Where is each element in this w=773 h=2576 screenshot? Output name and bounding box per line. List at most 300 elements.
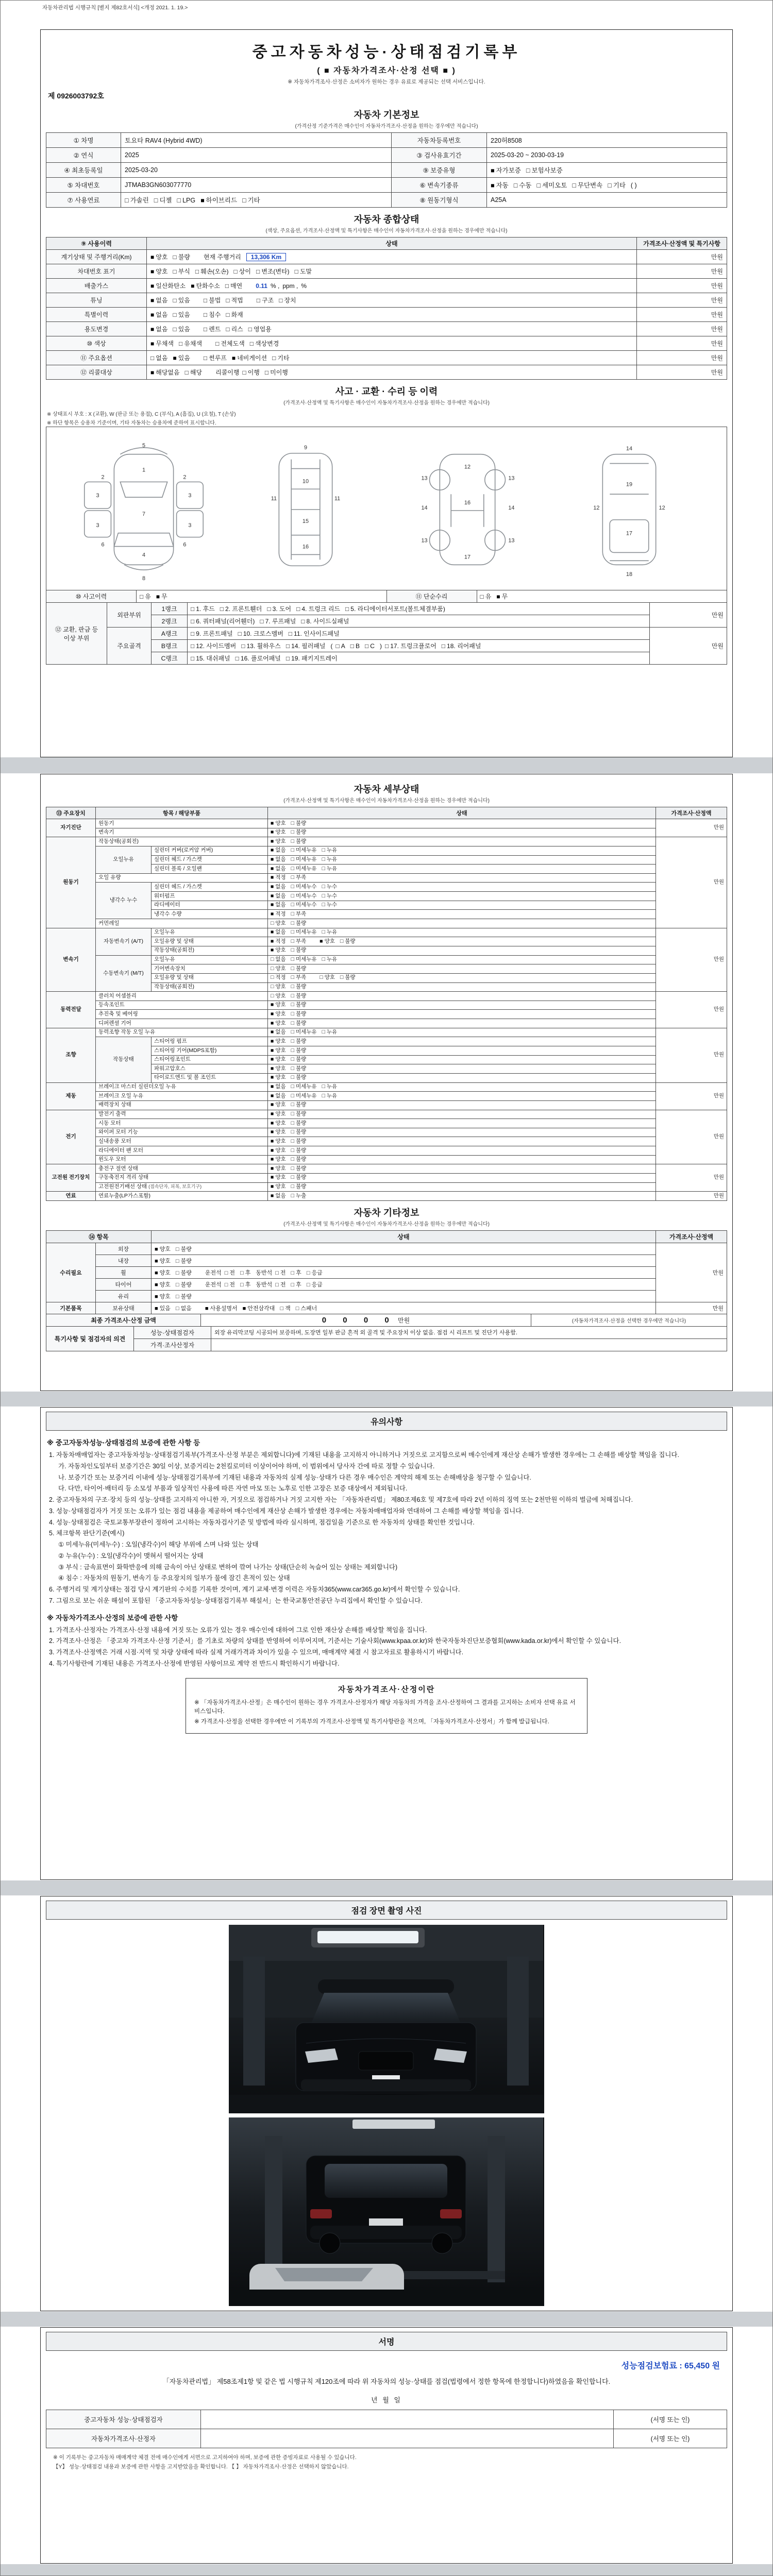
- checkbox-option[interactable]: □ 누수: [322, 883, 338, 890]
- field-label: 자동차등록번호: [392, 133, 487, 148]
- checkbox-option[interactable]: ■ 없음: [271, 856, 286, 863]
- checkbox-option[interactable]: □ 화재: [226, 311, 243, 318]
- checkbox-option[interactable]: ■ 네비게이션: [231, 354, 267, 362]
- checkbox-option[interactable]: ■ 양호: [271, 1111, 286, 1117]
- state-text: % ,: [270, 282, 280, 290]
- checkbox-option[interactable]: □ 불량: [291, 1002, 307, 1008]
- checkbox-option[interactable]: □ 이행: [242, 369, 260, 376]
- checkbox-option[interactable]: ■ 없음: [150, 311, 168, 318]
- remarks-table: [46, 1326, 727, 1351]
- item-label: 고전원전기배선 상태 (접속단자, 피복, 보호기구): [96, 1182, 268, 1192]
- checkbox-option[interactable]: □ 불량: [291, 1129, 307, 1136]
- checkbox-option[interactable]: □ 없음: [150, 354, 168, 362]
- item-label: 스티어링조인트: [152, 1055, 268, 1064]
- svg-text:11: 11: [271, 496, 277, 502]
- checkbox-option[interactable]: ■ 일산화탄소: [150, 282, 186, 290]
- checkbox-option[interactable]: □ 불량: [291, 1138, 307, 1144]
- state-cell: [268, 865, 656, 874]
- checkbox-icon: ■: [150, 340, 155, 347]
- checkbox-option[interactable]: □ 불량: [175, 1258, 192, 1264]
- checkbox-option[interactable]: □ 미세누유: [291, 1083, 317, 1090]
- checkbox-option[interactable]: □ 19. 패키지트레이: [285, 655, 338, 662]
- checkbox-option[interactable]: □ 불량: [291, 1183, 307, 1190]
- checkbox-option[interactable]: □ 유: [140, 593, 151, 600]
- checkbox-option[interactable]: ■ 양호: [271, 947, 286, 954]
- checkbox-option[interactable]: □ 불량: [291, 1074, 307, 1081]
- usage-history-label: 차대번호 표기: [46, 264, 147, 279]
- checkbox-option[interactable]: □ 불량: [340, 938, 356, 944]
- checkbox-option[interactable]: □ 상이: [233, 268, 251, 275]
- checkbox-option[interactable]: □ 있음: [173, 326, 190, 333]
- checkbox-option[interactable]: □ 2. 프론트휀더: [220, 605, 262, 613]
- checkbox-option[interactable]: □ 불량: [291, 992, 307, 999]
- checkbox-option[interactable]: □ 누유: [322, 847, 338, 854]
- checkbox-option[interactable]: □ 불량: [291, 1156, 307, 1163]
- checkbox-option[interactable]: ■ 양호: [271, 1074, 286, 1081]
- checkbox-option[interactable]: ■ 없음: [271, 902, 286, 908]
- checkbox-option[interactable]: □ 없음: [271, 956, 286, 963]
- checkbox-icon: □: [291, 1092, 294, 1099]
- checkbox-option[interactable]: □ 미세누수: [291, 883, 317, 890]
- state-cell: [147, 264, 637, 279]
- checkbox-option[interactable]: ■ 안전삼각대: [242, 1305, 275, 1312]
- checkbox-option[interactable]: □ 7. 루프패널: [260, 618, 296, 625]
- comprehensive-table: [46, 237, 727, 380]
- notice-item: ② 누유(누수) : 오일(냉각수)이 맺혀서 떨어지는 상태: [58, 1552, 204, 1560]
- checkbox-option[interactable]: □ 18. 리어패널: [441, 642, 481, 650]
- checkbox-option[interactable]: ■ 양호: [271, 1147, 286, 1154]
- checkbox-option[interactable]: ■ 무채색: [150, 340, 174, 347]
- checkbox-option[interactable]: □ 잭: [280, 1305, 291, 1312]
- checkbox-option[interactable]: □ 불량: [291, 920, 307, 926]
- device-label: 동력전달: [46, 992, 96, 1028]
- detail-row: [46, 828, 727, 837]
- checkbox-icon: □: [306, 1281, 310, 1288]
- checkbox-icon: □: [191, 655, 195, 662]
- price-cell: 만원: [637, 322, 727, 336]
- checkbox-option[interactable]: □ 부족: [291, 874, 307, 881]
- checkbox-option[interactable]: ■ 없음: [271, 1192, 286, 1199]
- checkbox-option[interactable]: ■ 없음: [271, 1092, 286, 1099]
- checkbox-option[interactable]: ■ 있음: [173, 354, 190, 362]
- checkbox-option[interactable]: □ LPG: [177, 197, 196, 204]
- checkbox-option[interactable]: □ 유채색: [179, 340, 203, 347]
- checkbox-option[interactable]: □ 12. 사이드멤버: [191, 642, 237, 650]
- item-label: 타이어: [96, 1278, 152, 1290]
- checkbox-icon: ■: [231, 354, 236, 362]
- checkbox-option[interactable]: □ 불량: [291, 1174, 307, 1181]
- checkbox-option[interactable]: □ 불량: [173, 253, 190, 261]
- checkbox-option[interactable]: ■ 자가보증: [491, 167, 521, 174]
- rank-label: 2랭크: [152, 615, 188, 628]
- checkbox-option[interactable]: □ 보험사보증: [526, 167, 563, 174]
- checkbox-option[interactable]: ■ 무: [496, 593, 508, 600]
- checkbox-option[interactable]: □ 불량: [291, 829, 307, 836]
- checkbox-option[interactable]: □ 스패너: [295, 1305, 317, 1312]
- checkbox-icon: □: [191, 618, 195, 625]
- detail-title: 자동차 세부상태: [354, 784, 419, 794]
- checkbox-option[interactable]: □ 수동: [513, 182, 532, 189]
- checkbox-option[interactable]: □ 장치: [279, 297, 296, 304]
- checkbox-icon: □: [260, 618, 264, 625]
- item-label: 배력장치 상태: [96, 1100, 268, 1110]
- detail-row: [46, 846, 727, 855]
- svg-text:2: 2: [101, 474, 105, 481]
- checkbox-option[interactable]: □ 불량: [291, 820, 307, 826]
- checkbox-option[interactable]: ■ 양호: [150, 253, 168, 261]
- checkbox-option[interactable]: □ 적법: [226, 297, 243, 304]
- checkbox-option[interactable]: □ 양호: [271, 992, 286, 999]
- state-cell: [268, 1055, 656, 1064]
- checkbox-option[interactable]: □ 세미오토: [536, 182, 567, 189]
- checkbox-option[interactable]: □ 10. 크로스멤버: [238, 630, 283, 637]
- checkbox-option[interactable]: □ 11. 인사이드패널: [288, 630, 340, 637]
- checkbox-option[interactable]: □ 전: [275, 1269, 286, 1276]
- appraiser-signature-space[interactable]: [201, 2429, 614, 2448]
- price-cell: 만원: [656, 1028, 727, 1082]
- checkbox-icon: ■: [271, 1138, 274, 1144]
- item-label: 추진축 및 베어링: [96, 1010, 268, 1019]
- checkbox-option[interactable]: □ 미세누유: [291, 956, 317, 963]
- checkbox-icon: ■: [271, 883, 274, 890]
- checkbox-option[interactable]: □ 전: [224, 1281, 236, 1288]
- checkbox-icon: □: [291, 1002, 294, 1008]
- checkbox-option[interactable]: □ 불량: [175, 1281, 192, 1288]
- car-diagram-exterior-panels: [67, 432, 221, 587]
- inspector-signature-stamp[interactable]: (서명 또는 인): [614, 2410, 727, 2429]
- checkbox-icon: □: [291, 902, 294, 908]
- checkbox-option[interactable]: □ 불량: [291, 1047, 307, 1054]
- checkbox-option[interactable]: ■ 양호: [155, 1269, 171, 1276]
- checkbox-option[interactable]: ■ 양호: [271, 1038, 286, 1044]
- checkbox-option[interactable]: ■ 양호: [155, 1281, 171, 1288]
- checkbox-option[interactable]: ■ 양호: [155, 1293, 171, 1300]
- checkbox-option[interactable]: ■ 양호: [271, 1120, 286, 1126]
- checkbox-option[interactable]: ■ 무: [156, 593, 167, 600]
- detail-row: [46, 1037, 727, 1046]
- checkbox-icon: ■: [271, 1065, 274, 1072]
- state-cell: [268, 1128, 656, 1137]
- checkbox-icon: □: [285, 642, 290, 650]
- checkbox-option[interactable]: □ 전: [275, 1281, 286, 1288]
- checkbox-option[interactable]: □ 불량: [291, 1020, 307, 1026]
- state-text: (: [330, 642, 333, 650]
- price-cell: 만원: [637, 293, 727, 308]
- checkbox-option[interactable]: □ 불량: [291, 1056, 307, 1063]
- checkbox-option[interactable]: ■ 양호: [271, 1156, 286, 1163]
- checkbox-option[interactable]: □ 17. 트렁크플로어: [384, 642, 436, 650]
- checkbox-option[interactable]: □ 응급: [306, 1269, 323, 1276]
- checkbox-icon: ■: [271, 1074, 274, 1081]
- usage-history-label: ⑫ 리콜대상: [46, 365, 147, 380]
- checkbox-option[interactable]: ■ 없음: [271, 1029, 286, 1036]
- price-survey-definition-box: [186, 1678, 587, 1734]
- checkbox-option[interactable]: □ 미이행: [264, 369, 288, 376]
- checkbox-option[interactable]: □ C: [365, 642, 375, 650]
- checkbox-option[interactable]: □ 렌트: [203, 326, 221, 333]
- checkbox-icon: □: [240, 1281, 244, 1288]
- checkbox-option[interactable]: □ 미세누유: [291, 856, 317, 863]
- checkbox-option[interactable]: ■ 없음: [150, 297, 168, 304]
- field-label: ⑤ 차대번호: [46, 178, 121, 193]
- car-diagram-underbody: [391, 432, 544, 587]
- checkbox-option[interactable]: □ 누수: [322, 892, 338, 899]
- checkbox-option[interactable]: □ 누수: [322, 902, 338, 908]
- checkbox-option[interactable]: □ 불량: [175, 1246, 192, 1252]
- checkbox-option[interactable]: □ B: [350, 642, 360, 650]
- checkbox-icon: ■: [496, 593, 500, 600]
- checkbox-option[interactable]: □ 부족: [291, 974, 307, 981]
- checkbox-option[interactable]: □ 누유: [322, 1029, 338, 1036]
- checkbox-option[interactable]: □ 디젤: [154, 197, 172, 204]
- page-subtitle: ( ■ 자동차가격조사·산정 선택 ■ ): [317, 66, 456, 75]
- checkbox-option[interactable]: ■ 양호: [271, 838, 286, 844]
- checkbox-option[interactable]: ■ 없음: [271, 865, 286, 872]
- checkbox-option[interactable]: □ 불량: [175, 1269, 192, 1276]
- checkbox-option[interactable]: □ 양호: [271, 965, 286, 972]
- checkbox-icon: □: [340, 938, 344, 944]
- checkbox-icon: □: [291, 956, 294, 963]
- checkbox-option[interactable]: □ 후: [240, 1281, 251, 1288]
- checkbox-option[interactable]: □ 기타: [608, 182, 626, 189]
- checkbox-option[interactable]: □ 양호: [271, 920, 286, 926]
- checkbox-option[interactable]: □ 변조(변타): [256, 268, 290, 275]
- checkbox-option[interactable]: □ 5. 라디에이터서포트(볼트체결부품): [345, 605, 445, 613]
- checkbox-option[interactable]: □ 불량: [291, 838, 307, 844]
- checkbox-option[interactable]: □ 4. 트렁크 리드: [296, 605, 341, 613]
- checkbox-option[interactable]: □ 구조: [256, 297, 274, 304]
- checkbox-option[interactable]: □ 불량: [291, 1111, 307, 1117]
- checkbox-option[interactable]: □ 14. 필러패널: [285, 642, 326, 650]
- panel-items: [188, 615, 650, 628]
- checkbox-option[interactable]: ■ 양호: [271, 1129, 286, 1136]
- state-cell: [268, 819, 656, 828]
- checkbox-icon: ■: [271, 1129, 274, 1136]
- item-group-label: 냉각수 누수: [96, 883, 152, 919]
- checkbox-option[interactable]: □ 불법: [203, 297, 221, 304]
- checkbox-option[interactable]: □ 6. 쿼터패널(리어휀더): [191, 618, 255, 625]
- checkbox-icon: □: [249, 340, 254, 347]
- checkbox-icon: ■: [150, 268, 155, 275]
- checkbox-option[interactable]: ■ 없음: [150, 326, 168, 333]
- comprehensive-row: [46, 279, 727, 293]
- checkbox-option[interactable]: □ 도말: [294, 268, 312, 275]
- checkbox-option[interactable]: ■ 양호: [271, 1056, 286, 1063]
- checkbox-option[interactable]: ■ 없음: [271, 892, 286, 899]
- checkbox-option[interactable]: ■ 양호: [271, 1101, 286, 1108]
- checkbox-option[interactable]: □ 누유: [322, 1092, 338, 1099]
- checkbox-icon: □: [365, 642, 369, 650]
- usage-history-label: ⑪ 주요옵션: [46, 351, 147, 365]
- checkbox-option[interactable]: ■ 해당없음: [150, 369, 180, 376]
- checkbox-icon: ■: [271, 820, 274, 826]
- field-value: [487, 148, 727, 163]
- checkbox-option[interactable]: □ 부족: [291, 910, 307, 917]
- checkbox-option[interactable]: □ 후: [240, 1269, 251, 1276]
- checkbox-option[interactable]: ■ 양호: [271, 1138, 286, 1144]
- checkbox-option[interactable]: □ 불량: [291, 965, 307, 972]
- checkbox-option[interactable]: □ 영업용: [248, 326, 272, 333]
- checkbox-option[interactable]: □ 3. 도어: [267, 605, 292, 613]
- checkbox-option[interactable]: □ 해당: [184, 369, 203, 376]
- checkbox-option[interactable]: ■ 양호: [271, 820, 286, 826]
- checkbox-option[interactable]: ■ 없음: [271, 929, 286, 936]
- checkbox-option[interactable]: ■ 있음: [155, 1305, 171, 1312]
- checkbox-option[interactable]: □ 15. 대쉬패널: [191, 655, 230, 662]
- checkbox-option[interactable]: □ 후: [291, 1281, 301, 1288]
- checkbox-option[interactable]: ■ 양호: [271, 829, 286, 836]
- inspector-signature-space[interactable]: [201, 2410, 614, 2429]
- checkbox-option[interactable]: ■ 양호: [271, 1002, 286, 1008]
- checkbox-option[interactable]: ■ 양호: [150, 268, 168, 275]
- checkbox-option[interactable]: □ 미세누유: [291, 929, 317, 936]
- checkbox-option[interactable]: □ 부족: [291, 938, 307, 944]
- checkbox-option[interactable]: □ 불량: [291, 1065, 307, 1072]
- checkbox-option[interactable]: □ 누출: [291, 1192, 307, 1199]
- device-label: 자기진단: [46, 819, 96, 837]
- checkbox-option[interactable]: ■ 하이브리드: [200, 197, 238, 204]
- checkbox-option[interactable]: □ 기타: [272, 354, 290, 362]
- checkbox-option[interactable]: □ 불량: [291, 984, 307, 990]
- notice-item: 1. 자동차매매업자는 중고자동차성능·상태점검기록부(가격조사·산정 부분은 제외합니다)에 기재된 내용을 고지하지 아니하거나 거짓으로 고지함으로써 매수인에게 재산상 손해가 발생한 경우에는 그 손해를 배상할 책임을 집니다.: [49, 1451, 679, 1459]
- checkbox-icon: ■: [271, 902, 274, 908]
- checkbox-icon: □: [291, 856, 294, 863]
- detail-header: ⑬ 주요장치 항목 / 해당부품 상태 가격조사·산정액: [46, 807, 727, 819]
- price-survey-box-title: 자동차가격조사·산정이란: [338, 1685, 435, 1694]
- checkbox-option[interactable]: □ 미세누유: [291, 1029, 317, 1036]
- checkbox-option[interactable]: □ 매연: [225, 282, 243, 290]
- state-cell: [268, 846, 656, 855]
- field-label: ① 차명: [46, 133, 121, 148]
- checkbox-option[interactable]: □ 전체도색: [215, 340, 245, 347]
- checkbox-option[interactable]: □ 누유: [322, 956, 338, 963]
- checkbox-option[interactable]: □ 누유: [322, 929, 338, 936]
- checkbox-option[interactable]: □ 불량: [291, 1038, 307, 1044]
- checkbox-option[interactable]: ■ 양호: [271, 1183, 286, 1190]
- checkbox-icon: □: [322, 1083, 325, 1090]
- checkbox-option[interactable]: □ 유: [480, 593, 492, 600]
- checkbox-option[interactable]: ■ 자동: [491, 182, 509, 189]
- checkbox-option[interactable]: ■ 탄화수소: [191, 282, 220, 290]
- checkbox-option[interactable]: □ 9. 프론트패널: [191, 630, 233, 637]
- checkbox-option[interactable]: □ 미세누수: [291, 892, 317, 899]
- checkbox-option[interactable]: □ 침수: [203, 311, 221, 318]
- checkbox-option[interactable]: □ 미세누유: [291, 865, 317, 872]
- checkbox-option[interactable]: □ 불량: [175, 1293, 192, 1300]
- checkbox-option[interactable]: □ 불량: [291, 1120, 307, 1126]
- car-damage-diagrams: [46, 427, 727, 590]
- checkbox-option[interactable]: □ 불량: [291, 1101, 307, 1108]
- checkbox-option[interactable]: □ 누유: [322, 1083, 338, 1090]
- checkbox-option[interactable]: ■ 사용설명서: [205, 1305, 238, 1312]
- checkbox-option[interactable]: □ 무단변속: [572, 182, 603, 189]
- item-label: 동력조향 작동 오일 누유: [96, 1028, 268, 1037]
- checkbox-option[interactable]: □ 훼손(오손): [195, 268, 229, 275]
- checkbox-icon: □: [191, 605, 195, 613]
- svg-text:7: 7: [142, 511, 146, 517]
- checkbox-option[interactable]: □ 미세누유: [291, 1092, 317, 1099]
- checkbox-option[interactable]: □ 있음: [173, 311, 190, 318]
- checkbox-option[interactable]: □ 있음: [173, 297, 190, 304]
- checkbox-option[interactable]: □ 누유: [322, 856, 338, 863]
- checkbox-icon: ■: [271, 1020, 274, 1026]
- checkbox-option[interactable]: □ A: [335, 642, 345, 650]
- svg-text:14: 14: [421, 505, 428, 511]
- checkbox-option[interactable]: ■ 양호: [271, 1065, 286, 1072]
- panel-items: [188, 603, 650, 615]
- checkbox-option[interactable]: ■ 양호: [271, 1047, 286, 1054]
- checkbox-icon: ■: [271, 1120, 274, 1126]
- checkbox-option[interactable]: □ 16. 플로어패널: [235, 655, 281, 662]
- checkbox-icon: ■: [271, 1038, 274, 1044]
- state-cell: [268, 1073, 656, 1082]
- checkbox-option[interactable]: ■ 적정: [271, 910, 286, 917]
- checkbox-option[interactable]: □ 응급: [306, 1281, 323, 1288]
- checkbox-option[interactable]: ■ 없음: [271, 847, 286, 854]
- state-cell: [268, 919, 656, 928]
- state-cell: [268, 937, 656, 946]
- checkbox-option[interactable]: □ 불량: [291, 947, 307, 954]
- appraiser-signature-stamp[interactable]: (서명 또는 인): [614, 2429, 727, 2448]
- checkbox-option[interactable]: ■ 양호: [271, 1165, 286, 1172]
- checkbox-option[interactable]: □ 불량: [340, 974, 356, 981]
- checkbox-icon: □: [296, 605, 300, 613]
- checkbox-option[interactable]: ■ 없음: [271, 1083, 286, 1090]
- checkbox-option[interactable]: □ 미세누수: [291, 902, 317, 908]
- checkbox-option[interactable]: □ 전: [224, 1269, 236, 1276]
- checkbox-icon: ■: [320, 938, 323, 944]
- checkbox-option[interactable]: □ 리스: [226, 326, 243, 333]
- state-text: ): [379, 642, 382, 650]
- basic-row: [46, 178, 727, 193]
- checkbox-option[interactable]: ■ 없음: [271, 883, 286, 890]
- checkbox-option[interactable]: ■ 양호: [320, 938, 335, 944]
- checkbox-option[interactable]: □ 없음: [175, 1305, 192, 1312]
- checkbox-option[interactable]: □ 썬루프: [203, 354, 227, 362]
- checkbox-option[interactable]: □ 색상변경: [249, 340, 279, 347]
- checkbox-option[interactable]: □ 1. 후드: [191, 605, 215, 613]
- checkbox-option[interactable]: ■ 양호: [271, 1174, 286, 1181]
- checkbox-option[interactable]: □ 가솔린: [125, 197, 149, 204]
- checkbox-option[interactable]: □ 8. 사이드실패널: [301, 618, 349, 625]
- checkbox-option[interactable]: ■ 양호: [155, 1258, 171, 1264]
- checkbox-option[interactable]: □ 후: [291, 1269, 301, 1276]
- state-cell: [268, 1064, 656, 1074]
- checkbox-option[interactable]: □ 누유: [322, 865, 338, 872]
- checkbox-option[interactable]: □ 불량: [291, 1010, 307, 1017]
- checkbox-option[interactable]: □ 불량: [291, 1165, 307, 1172]
- checkbox-icon: □: [203, 297, 208, 304]
- checkbox-option[interactable]: ■ 양호: [271, 1010, 286, 1017]
- checkbox-icon: ■: [271, 1056, 274, 1063]
- checkbox-option[interactable]: ■ 양호: [271, 1020, 286, 1026]
- checkbox-option[interactable]: □ 13. 휠하우스: [241, 642, 281, 650]
- checkbox-option[interactable]: □ 미세누유: [291, 847, 317, 854]
- item-label: 실린더 헤드 / 가스켓: [152, 883, 268, 892]
- detail-condition-table: [46, 807, 727, 1201]
- checkbox-option[interactable]: □ 적정: [271, 974, 286, 981]
- checkbox-option[interactable]: □ 기타: [242, 197, 260, 204]
- checkbox-option[interactable]: □ 양호: [271, 984, 286, 990]
- checkbox-option[interactable]: □ 부식: [173, 268, 190, 275]
- checkbox-option[interactable]: ■ 양호: [155, 1246, 171, 1252]
- checkbox-option[interactable]: □ 불량: [291, 1147, 307, 1154]
- checkbox-option[interactable]: ■ 적정: [271, 874, 286, 881]
- checkbox-option[interactable]: □ 양호: [320, 974, 335, 981]
- state-cell: [147, 365, 637, 380]
- checkbox-option[interactable]: ■ 적정: [271, 938, 286, 944]
- notice-item: 2. 중고자동차의 구조·장치 등의 성능·상태를 고지하지 아니한 자, 거짓으로 점검하거나 거짓 고지한 자는 「자동차관리법」 제80조제6호 및 제7호에 따라 2년 이하의 징역 또는 2천만원 이하의 벌금에 처해집니다.: [49, 1496, 633, 1503]
